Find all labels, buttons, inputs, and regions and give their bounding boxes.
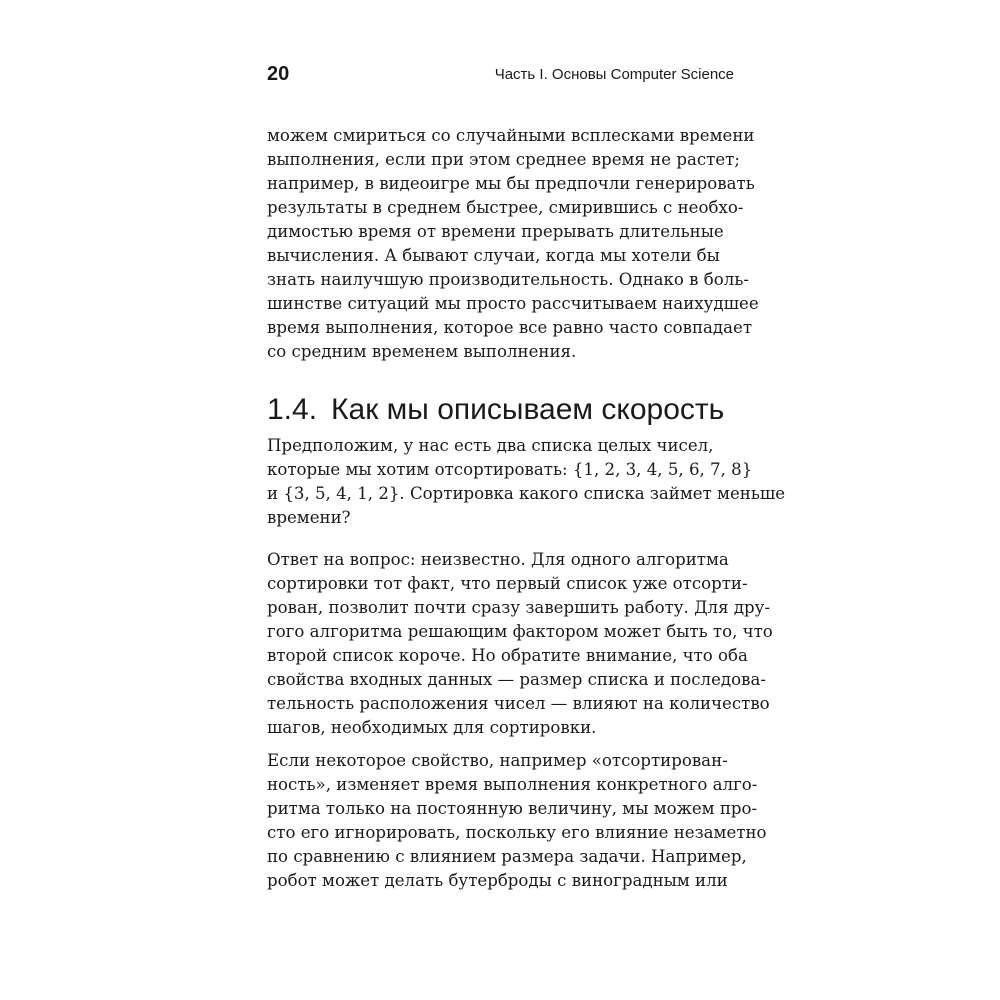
paragraph [267, 434, 785, 530]
text-line: шагов, необходимых для сортировки. [267, 718, 597, 737]
paragraph [267, 548, 773, 740]
text-line: свойства входных данных — размер списка и последова- [267, 670, 766, 689]
text-line: димостью время от времени прерывать длительные [267, 222, 724, 241]
paragraph [267, 749, 767, 893]
text-line: сортировки тот факт, что первый список уже отсорти- [267, 574, 748, 593]
text-line: гого алгоритма решающим фактором может быть то, что [267, 622, 773, 641]
section-heading [267, 390, 724, 430]
text-line: времени? [267, 508, 351, 527]
text-line: вычисления. А бывают случаи, когда мы хотели бы [267, 246, 720, 265]
text-line: сто его игнорировать, поскольку его влияние незаметно [267, 823, 767, 842]
text-line: второй список короче. Но обратите внимание, что оба [267, 646, 748, 665]
text-line: Ответ на вопрос: неизвестно. Для одного алгоритма [267, 550, 729, 569]
text-line: ритма только на постоянную величину, мы можем про- [267, 799, 758, 818]
text-line: робот может делать бутерброды с виноградным или [267, 871, 728, 890]
chapter-title: Часть I. Основы Computer Science [494, 66, 734, 83]
text-line: рован, позволит почти сразу завершить работу. Для дру- [267, 598, 771, 617]
paragraph [267, 124, 759, 364]
text-line: по сравнению с влиянием размера задачи. Например, [267, 847, 747, 866]
text-line: Если некоторое свойство, например «отсортирован- [267, 751, 728, 770]
text-line: со средним временем выполнения. [267, 342, 577, 361]
text-line: и {3, 5, 4, 1, 2}. Сортировка какого списка займет меньше [267, 484, 786, 503]
text-line: можем смириться со случайными всплесками времени [267, 126, 755, 145]
section-title: Как мы описываем скорость [331, 393, 725, 426]
text-line: выполнения, если при этом среднее время не растет; [267, 150, 740, 169]
section-number: 1.4. [267, 393, 318, 426]
text-line: например, в видеоигре мы бы предпочли генерировать [267, 174, 755, 193]
text-line: результаты в среднем быстрее, смирившись с необхо- [267, 198, 744, 217]
text-line: время выполнения, которое все равно часто совпадает [267, 318, 753, 337]
text-line: ность», изменяет время выполнения конкретного алго- [267, 775, 758, 794]
text-line: знать наилучшую производительность. Однако в боль- [267, 270, 749, 289]
text-line: Предположим, у нас есть два списка целых чисел, [267, 436, 714, 455]
page-number: 20 [267, 63, 290, 85]
text-line: тельность расположения чисел — влияют на количество [267, 694, 770, 713]
running-head [267, 62, 734, 90]
text-line: которые мы хотим отсортировать: {1, 2, 3, 4, 5, 6, 7, 8} [267, 460, 753, 479]
text-line: шинстве ситуаций мы просто рассчитываем наихудшее [267, 294, 759, 313]
